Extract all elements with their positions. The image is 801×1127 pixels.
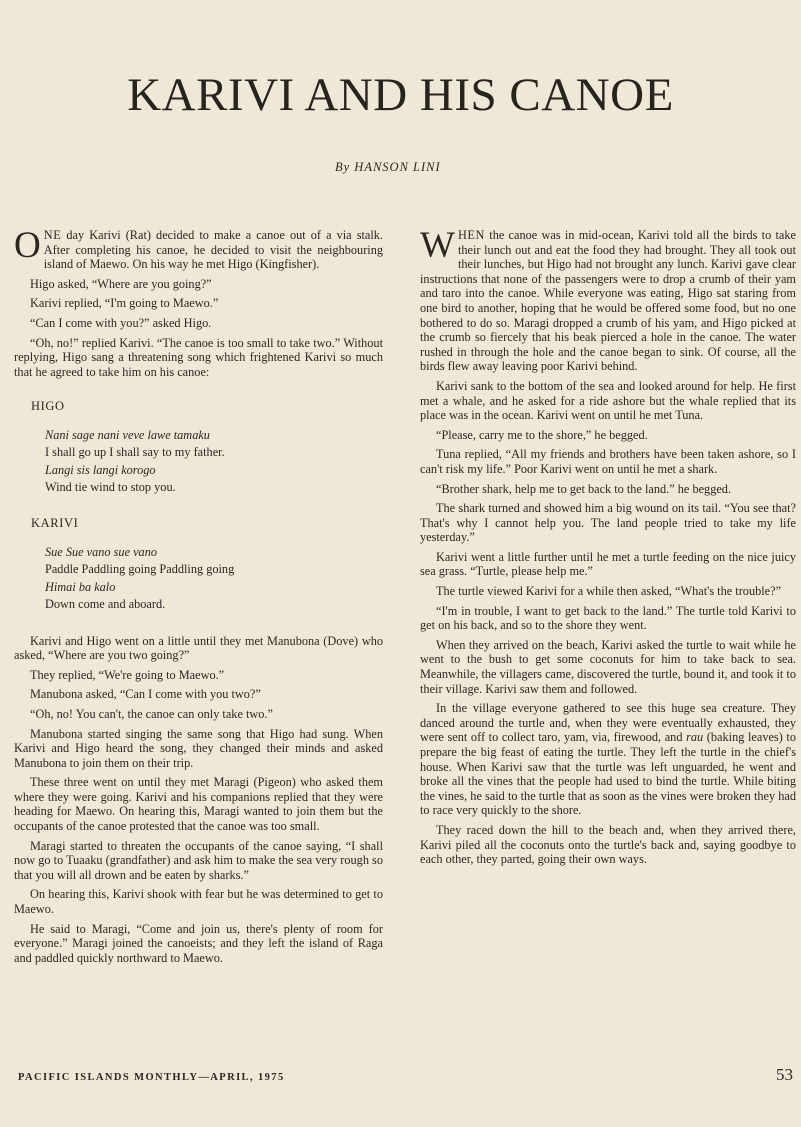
paragraph: Maragi started to threaten the occupants of the canoe saying, “I shall now go to Tuaaku (grandfather) and ask him to make the sea very rough so that you will all drown and be eaten by sharks.” [14, 838, 383, 882]
paragraph: Tuna replied, “All my friends and brothers have been taken ashore, so I can't risk my life.” Poor Karivi went on until he met a shark. [420, 447, 796, 476]
right-column [420, 225, 796, 872]
page-number: 53 [776, 1065, 793, 1084]
drop-cap: O [14, 225, 41, 266]
paragraph: “Oh, no!” replied Karivi. “The canoe is too small to take two.” Without replying, Higo sang a threatening song which frightened Karivi so much that he agreed to take him on his canoe: [14, 335, 383, 379]
paragraph: “Brother shark, help me to get back to the land.” he begged. [436, 481, 732, 496]
paragraph: The turtle viewed Karivi for a while then asked, “What's the trouble?” [436, 584, 782, 599]
publication-footer: PACIFIC ISLANDS MONTHLY—APRIL, 1975 [18, 1072, 285, 1083]
song-line: Nani sage nani veve lawe tamaku [45, 427, 210, 442]
paragraph: On hearing this, Karivi shook with fear but he was determined to get to Maewo. [14, 887, 383, 917]
song-line: Paddle Paddling going Paddling going [45, 562, 235, 577]
paragraph: The shark turned and showed him a big wound on its tail. “You see that? That's why I cannot help you. The land people tried to take my life yesterday.” [420, 501, 796, 545]
paragraph: Manubona started singing the same song that Higo had sung. When Karivi and Higo heard the song, they changed their minds and asked Manubona to join them on their trip. [14, 726, 383, 770]
song-line: Wind tie wind to stop you. [45, 480, 176, 495]
song-line: Himai ba kalo [45, 579, 116, 594]
paragraph-text: (baking leaves) to prepare the big feast of eating the turtle. They left the turtle in the chief's house. When Karivi saw that the turtle was left unguarded, he went and broke all the vines that the people had used to bind the turtle. While biting the vines, he said to the turtle that as soon as the vines were broken they had to race very quickly to the shore. [420, 730, 796, 818]
song-line: Langi sis langi korogo [45, 462, 156, 477]
drop-cap: W [420, 225, 455, 266]
paragraph [420, 225, 796, 374]
paragraph: “I'm in trouble, I want to get back to the land.” The turtle told Karivi to get on his back, and so to the shore they went. [420, 603, 796, 633]
paragraph: Karivi went a little further until he met a turtle feeding on the nice juicy sea grass. “Turtle, please help me.” [420, 549, 796, 579]
song-line: Down come and aboard. [45, 597, 166, 612]
paragraph: Higo asked, “Where are you going?” [30, 276, 212, 291]
paragraph-text: day Karivi (Rat) decided to make a canoe out of a via stalk. After completing his canoe, he decided to visit the neighbouring island of Maewo. On his way he met Higo (Kingfisher). [43, 228, 383, 272]
paragraph: They raced down the hill to the beach and, when they arrived there, Karivi piled all the coconuts onto the turtle's back and, saying goodbye to each other, they parted, going their own ways. [420, 822, 796, 867]
italic-word: rau [686, 730, 704, 745]
left-column [14, 225, 383, 970]
paragraph: These three went on until they met Maragi (Pigeon) who asked them where they were going. Karivi and his companions replied that they were heading for Maewo. On hearing this, Maragi wanted to join them but the occupants of the canoe protested that the canoe was too small. [14, 775, 383, 834]
paragraph: Karivi replied, “I'm going to Maewo.” [30, 296, 219, 311]
paragraph: “Please, carry me to the shore,” he begged. [436, 427, 648, 442]
byline: By HANSON LINI [335, 160, 441, 174]
lead-in: HEN [457, 228, 486, 242]
song-line: I shall go up I shall say to my father. [45, 445, 225, 460]
song-line: Sue Sue vano sue vano [45, 544, 158, 559]
paragraph: “Oh, no! You can't, the canoe can only take two.” [30, 706, 273, 721]
song-higo [14, 399, 383, 496]
paragraph: They replied, “We're going to Maewo.” [30, 667, 225, 682]
paragraph: He said to Maragi, “Come and join us, there's plenty of room for everyone.” Maragi joined the canoeists; and they left the island of Raga and paddled quickly northward to Maewo. [14, 921, 383, 965]
paragraph: “Can I come with you?” asked Higo. [30, 315, 212, 330]
song-title: HIGO [31, 399, 65, 414]
paragraph [420, 701, 796, 818]
song-karivi [14, 516, 383, 613]
paragraph: Karivi sank to the bottom of the sea and looked around for help. He first met a whale, and he asked for a ride ashore but the whale replied that its place was in the ocean. Karivi went on until he met Tuna. [420, 378, 796, 423]
paragraph [14, 225, 383, 272]
paragraph: Manubona asked, “Can I come with you two?” [30, 687, 261, 702]
page-title: KARIVI AND HIS CANOE [127, 69, 674, 121]
paragraph-text: In the village everyone gathered to see this huge sea creature. They danced around the turtle and, when they were eventually exhausted, they were sent off to collect taro, yam, via, firewood, and [420, 701, 796, 745]
paragraph: When they arrived on the beach, Karivi asked the turtle to wait while he went to the bush to get some coconuts for him to take back to sea. Meanwhile, the villagers came, discovered the turtle, bound it, and took it to their village. Karivi saw them and followed. [420, 637, 796, 696]
lead-in: NE [43, 228, 62, 242]
paragraph: Karivi and Higo went on a little until they met Manubona (Dove) who asked, “Where are you two going?” [14, 633, 383, 663]
song-title: KARIVI [31, 515, 79, 530]
paragraph-text: the canoe was in mid-ocean, Karivi told all the birds to take their lunch out and eat the food they had brought. They all took out their lunches, but Higo had not brought any lunch. Karivi gave clear instructions that none of the passengers were to drop a crumb of their yam and taro into the canoe. While everyone was eating, Higo sat staring from one bird to another, hoping that he would be offered some food, but no one bothered to do so. Maragi dropped a crumb of his yam, and Higo picked at the crumb so fiercely that his beak pierced a hole in the canoe. The water rushed in through the hole and the canoe began to sink. Of course, all the birds flew away leaving poor Karivi behind. [420, 228, 796, 374]
